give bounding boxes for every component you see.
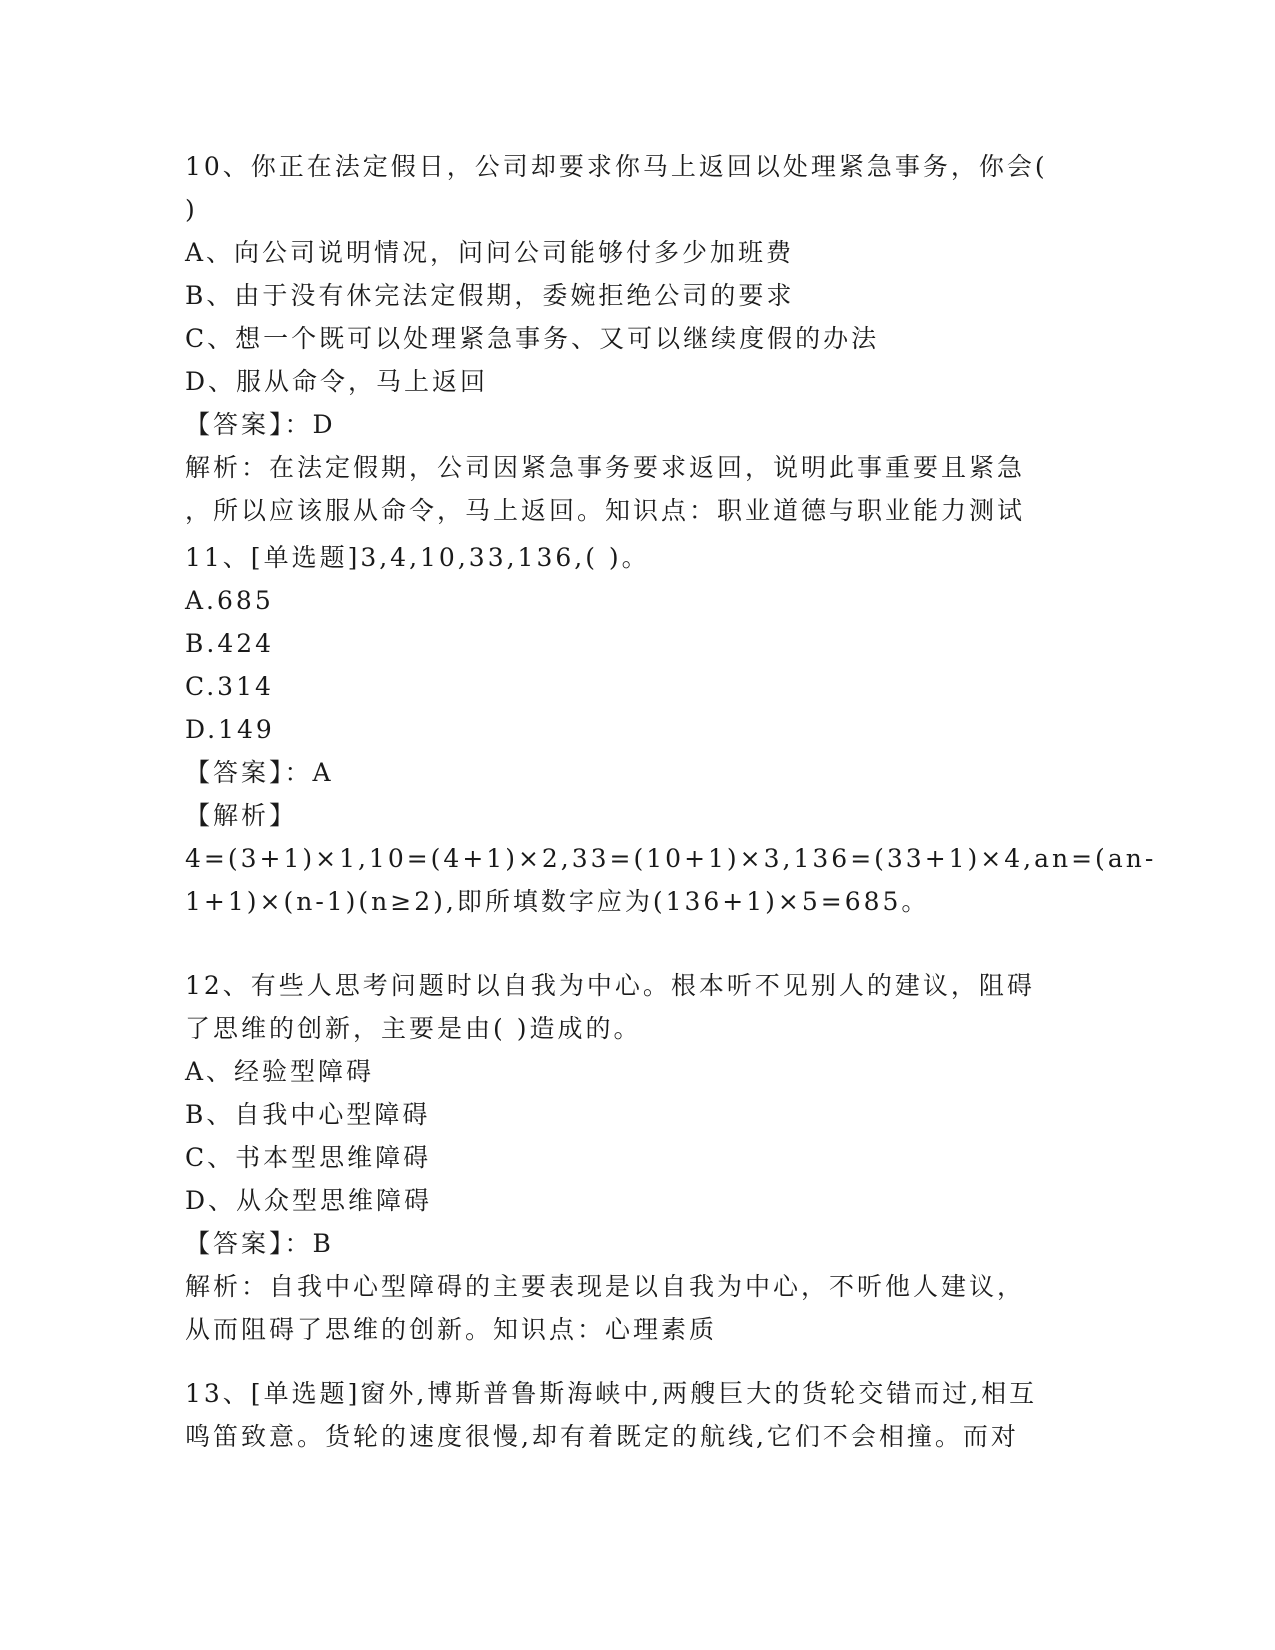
question-stem-continued: ) [185, 195, 198, 224]
question-stem: 12、有些人思考问题时以自我为中心。根本听不见别人的建议，阻碍 [185, 971, 1035, 1000]
option-a: A.685 [185, 586, 274, 615]
analysis: 4=(3+1)×1,10=(4+1)×2,33=(10+1)×3,136=(33+1)×4,an=(an- [185, 844, 1157, 873]
analysis-continued: 1+1)×(n-1)(n≥2),即所填数字应为(136+1)×5=685。 [185, 887, 930, 916]
option-b: B、自我中心型障碍 [185, 1100, 431, 1129]
answer: 【答案】：D [185, 410, 336, 439]
question-stem: 11、[单选题]3,4,10,33,136,( )。 [185, 543, 650, 572]
analysis-label: 【解析】 [185, 801, 298, 830]
answer: 【答案】：B [185, 1229, 334, 1258]
question-stem-continued: 鸣笛致意。货轮的速度很慢,却有着既定的航线,它们不会相撞。而对 [185, 1422, 1019, 1451]
option-d: D、服从命令，马上返回 [185, 367, 489, 396]
analysis: 解析：自我中心型障碍的主要表现是以自我为中心，不听他人建议， [185, 1272, 1026, 1301]
option-a: A、向公司说明情况，问问公司能够付多少加班费 [185, 238, 795, 267]
option-b: B、由于没有休完法定假期，委婉拒绝公司的要求 [185, 281, 795, 310]
option-d: D.149 [185, 715, 275, 744]
analysis: 解析：在法定假期，公司因紧急事务要求返回，说明此事重要且紧急 [185, 453, 1026, 482]
question-stem: 13、[单选题]窗外,博斯普鲁斯海峡中,两艘巨大的货轮交错而过,相互 [185, 1379, 1038, 1408]
question-stem-continued: 了思维的创新，主要是由( )造成的。 [185, 1014, 642, 1043]
option-d: D、从众型思维障碍 [185, 1186, 433, 1215]
question-12 [185, 964, 1085, 1351]
question-10 [185, 145, 1085, 532]
question-stem: 10、你正在法定假日，公司却要求你马上返回以处理紧急事务，你会( [185, 152, 1048, 181]
question-11 [185, 536, 1157, 923]
question-13 [185, 1372, 1085, 1458]
option-a: A、经验型障碍 [185, 1057, 375, 1086]
analysis-continued: 从而阻碍了思维的创新。知识点：心理素质 [185, 1315, 718, 1344]
option-c: C.314 [185, 672, 274, 701]
option-c: C、想一个既可以处理紧急事务、又可以继续度假的办法 [185, 324, 880, 353]
answer: 【答案】：A [185, 758, 334, 787]
option-c: C、书本型思维障碍 [185, 1143, 432, 1172]
analysis-continued: ，所以应该服从命令，马上返回。知识点：职业道德与职业能力测试 [185, 496, 1026, 525]
option-b: B.424 [185, 629, 275, 658]
